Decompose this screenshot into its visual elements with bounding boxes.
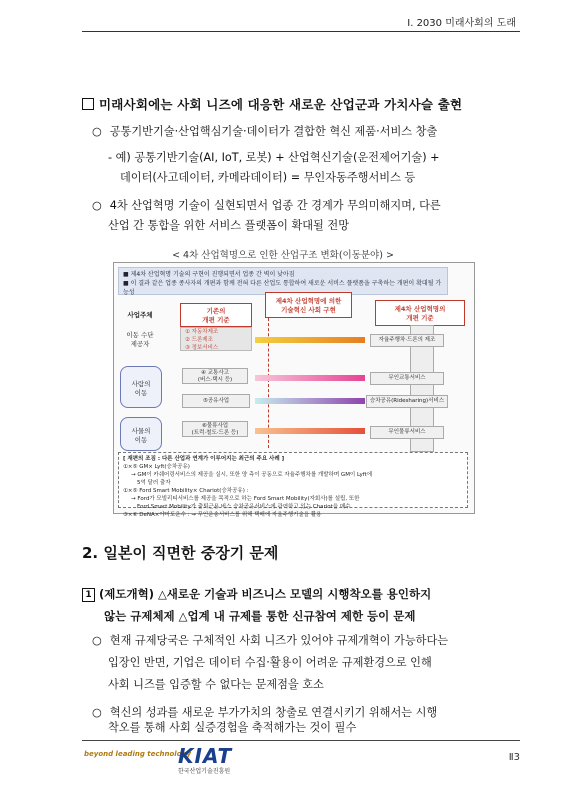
row2-item1: ④ 교통사고 (버스·택시 등)	[182, 368, 248, 384]
kiat-logo: KIAT 한국산업기술진흥원	[178, 744, 233, 775]
page-number: Ⅱ3	[508, 752, 520, 763]
circle-bullet-icon: ○	[92, 706, 102, 719]
row1-items: ① 자동차제조 ② 드론제조 ③ 정보서비스	[180, 327, 252, 351]
number-box-icon: 1	[82, 588, 95, 602]
figure-note: ■ 제4차 산업혁명 기술의 구현이 진행되면서 업종 간 벽이 낮아짐 ■ 이 결과 같은 업종 종사자의 개편과 함께 전혀 다른 산업도 통합하여 새로운 서비스 플랫폼을 구축하는 개편이 확대될 가능성	[118, 267, 448, 295]
col-header-old-box: 기존의 개편 기준	[180, 303, 252, 327]
square-bullet-icon	[82, 98, 94, 110]
row3-item1: ⑥물류사업 (트럭·철도·드론 등)	[182, 421, 248, 437]
arrow-row2b	[255, 398, 365, 404]
running-header: Ⅰ. 2030 미래사회의 도래	[407, 18, 516, 29]
footer-rule	[82, 740, 520, 741]
row3-result: 무인물류서비스	[370, 426, 444, 439]
circle-bullet-icon: ○	[92, 634, 102, 647]
col-header-new-box: 제4차 산업혁명의 개편 기준	[375, 300, 465, 326]
arrow-row1	[255, 337, 365, 343]
section2-bullet2: ○ 혁신의 성과를 새로운 부가가치의 창출로 연결시키기 위해서는 시행	[92, 706, 438, 719]
row1-result: 자율주행차·드론의 제조	[370, 334, 444, 347]
section1-sub1-line2: 데이터(사고데이터, 카메라데이터) = 무인자동주행서비스 등	[120, 171, 416, 184]
section1-heading: 미래사회에는 사회 니즈에 대응한 새로운 산업군과 가치사슬 출현	[82, 95, 462, 113]
circle-bullet-icon: ○	[92, 199, 102, 212]
section2-item1: 1 (제도개혁) △새로운 기술과 비즈니스 모델의 시행착오를 용인하지	[82, 583, 431, 605]
section2-bullet1-line2: 입장인 반면, 기업은 데이터 수집·활용이 어려운 규제환경으로 인해	[108, 656, 432, 669]
section1-sub1-line1: - 예) 공통기반기술(AI, IoT, 로봇) + 산업혁신기술(운전제어기술) +	[108, 151, 440, 164]
section2-title: 2. 일본이 직면한 중장기 문제	[82, 544, 279, 562]
row2-label: 사람의 이동	[120, 366, 162, 408]
circle-bullet-icon: ○	[92, 125, 102, 138]
arrow-row2a	[255, 375, 365, 381]
col-header-tech-box: 제4차 산업혁명에 의한 기술혁신 사회 구현	[265, 292, 352, 318]
footer-tagline: beyond leading technology	[84, 750, 192, 758]
row1-label: 이동 수단 제공자	[126, 331, 154, 348]
row2-result1: 무인교통서비스	[370, 372, 444, 385]
row2-item2: ⑤공유사업	[182, 394, 250, 408]
figure-caption: < 4차 산업혁명으로 인한 산업구조 변화(이동분야) >	[172, 250, 394, 261]
section2-item1-line2: 않는 규제체제 △업계 내 규제를 통한 신규참여 제한 등이 문제	[104, 609, 416, 623]
row2-result2: 승차공유(Ridesharing)서비스	[366, 395, 448, 408]
header-rule	[82, 31, 520, 32]
row3-label: 사물의 이동	[120, 417, 162, 451]
section2-bullet1: ○ 현재 규제당국은 구체적인 사회 니즈가 있어야 규제개혁이 가능하다는	[92, 634, 449, 647]
col-header-actor: 사업주체	[127, 311, 153, 319]
section1-bullet2-line2: 산업 간 통합을 위한 서비스 플랫폼이 확대될 전망	[108, 219, 350, 232]
section2-bullet1-line3: 사회 니즈를 입증할 수 없다는 문제점을 호소	[108, 678, 324, 691]
section2-bullet2-line2: 착오를 통해 사회 실증경험을 축적해가는 것이 필수	[108, 721, 357, 734]
section1-bullet2: ○ 4차 산업혁명 기술이 실현되면서 업종 간 경계가 무의미해지며, 다른	[92, 199, 441, 212]
figure-examples: [ 재편의 조짐 : 다른 산업과 연계가 이루어지는 최근의 주요 사례 ] ①×⑤ GM× Lyft(승차공유) → GM이 카쉐어링서비스의 제공을 실시, 또한 양 측이 공동으로 자율주행차를 개발하며 GM이 Lyft에 5억 달러 출자 ①×⑤ Ford Smart Mobility× Chariot(승차공유) : → Ford가 모빌리티서비스를 제공을 목적으로 하는 Ford Smart Mobility(자회사)를 설립, 또한 Ford Smart Mobility가 출퇴근용 버스 승차공유서비스에 관여하고 있는 Chariot을 매수 ③×⑥ DeNA×야마토운수 : → 무인운송서비스를 위해 택배에 자율주행기술을 활용	[118, 452, 468, 508]
section1-bullet1: ○ 공통기반기술·산업핵심기술·데이터가 결합한 혁신 제품·서비스 창출	[92, 125, 438, 138]
arrow-row3	[255, 428, 365, 434]
